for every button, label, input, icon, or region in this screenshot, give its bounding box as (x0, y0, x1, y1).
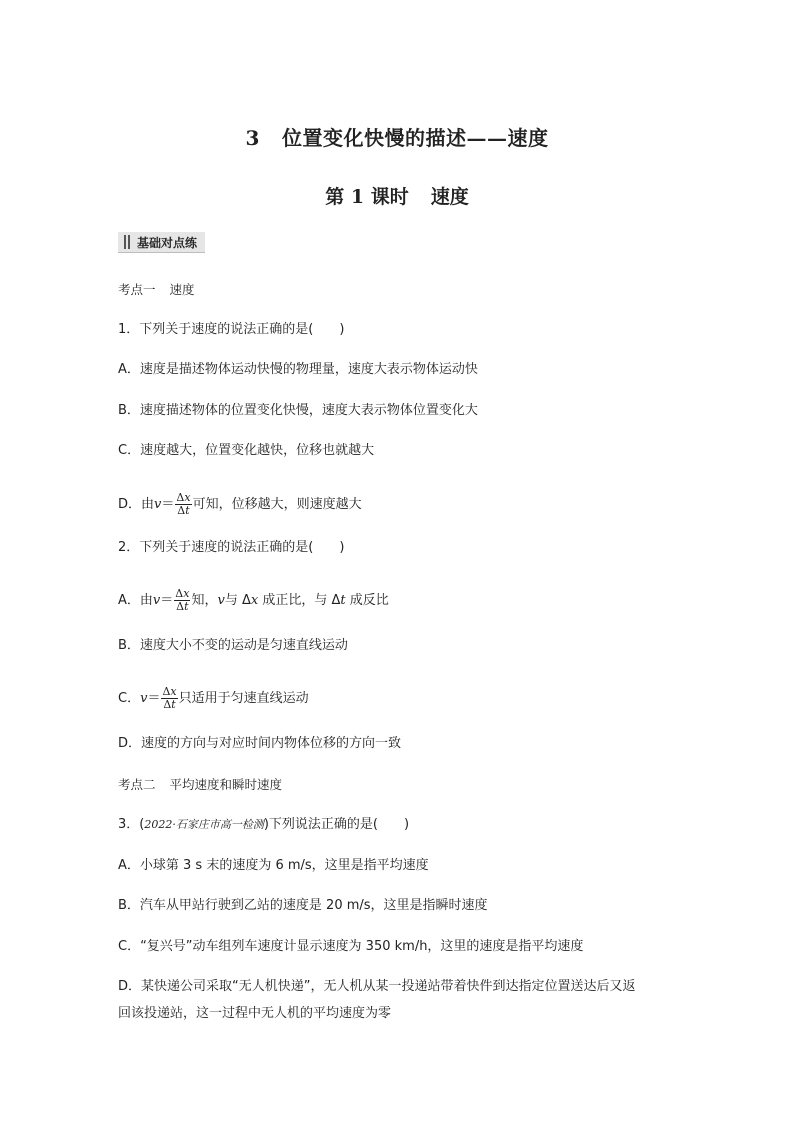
question-1-option-d: D．由v＝ $\frac{\Delta x}{\Delta t}$ 可知，位移越大，则速度越大 (118, 491, 362, 517)
fraction-dx-dt: $\frac{\Delta x}{\Delta t}$ (162, 685, 177, 711)
question-1-option-a: A．速度是描述物体运动快慢的物理量，速度大表示物体运动快 (118, 362, 478, 377)
subtitle-topic: 速度 (430, 186, 469, 208)
fraction-dx-dt: $\frac{\Delta x}{\Delta t}$ (176, 491, 191, 517)
title-number: 3 (245, 126, 260, 150)
section-bars-icon (124, 235, 130, 249)
question-1-option-c: C．速度越大，位置变化越快，位移也就越大 (118, 443, 375, 458)
question-2-option-c: C．v＝ $\frac{\Delta x}{\Delta t}$ 只适用于匀速直线运动 (118, 685, 309, 711)
question-2-stem: 2．下列关于速度的说法正确的是( ) (118, 540, 345, 555)
question-3-source: 2022·石家庄市高一检测 (144, 818, 264, 831)
question-3-stem: 3．(2022·石家庄市高一检测)下列说法正确的是( ) (118, 817, 410, 832)
question-1-option-b: B．速度描述物体的位置变化快慢，速度大表示物体位置变化大 (118, 403, 478, 418)
question-3-option-a: A．小球第 3 s 末的速度为 6 m/s，这里是指平均速度 (118, 858, 429, 873)
question-2-option-a: A．由v＝ $\frac{\Delta x}{\Delta t}$ 知，v与 Δx 成正比，与 Δt 成反比 (118, 587, 389, 613)
fraction-dx-dt: $\frac{\Delta x}{\Delta t}$ (175, 587, 190, 613)
section-tag-label: 基础对点练 (137, 235, 198, 250)
point-heading-2: 考点二 平均速度和瞬时速度 (118, 777, 283, 792)
page-title (0, 122, 794, 151)
question-3-option-d-line1: D．某快递公司采取“无人机快递”，无人机从某一投递站带着快件到达指定位置送达后又返 (118, 979, 636, 994)
question-2-option-d: D．速度的方向与对应时间内物体位移的方向一致 (118, 736, 402, 751)
title-text: 位置变化快慢的描述——速度 (281, 126, 549, 150)
page-subtitle (0, 182, 794, 209)
question-2-option-b: B．速度大小不变的运动是匀速直线运动 (118, 638, 348, 653)
question-3-option-c: C．“复兴号”动车组列车速度计显示速度为 350 km/h，这里的速度是指平均速度 (118, 939, 584, 954)
subtitle-lesson: 第 1 课时 (325, 186, 409, 208)
question-3-option-d-line2: 回该投递站，这一过程中无人机的平均速度为零 (118, 1006, 392, 1021)
question-3-option-b: B．汽车从甲站行驶到乙站的速度是 20 m/s，这里是指瞬时速度 (118, 898, 488, 913)
point-heading-1: 考点一 速度 (118, 282, 195, 297)
question-1-stem: 1．下列关于速度的说法正确的是( ) (118, 322, 345, 337)
section-tag (118, 232, 205, 253)
